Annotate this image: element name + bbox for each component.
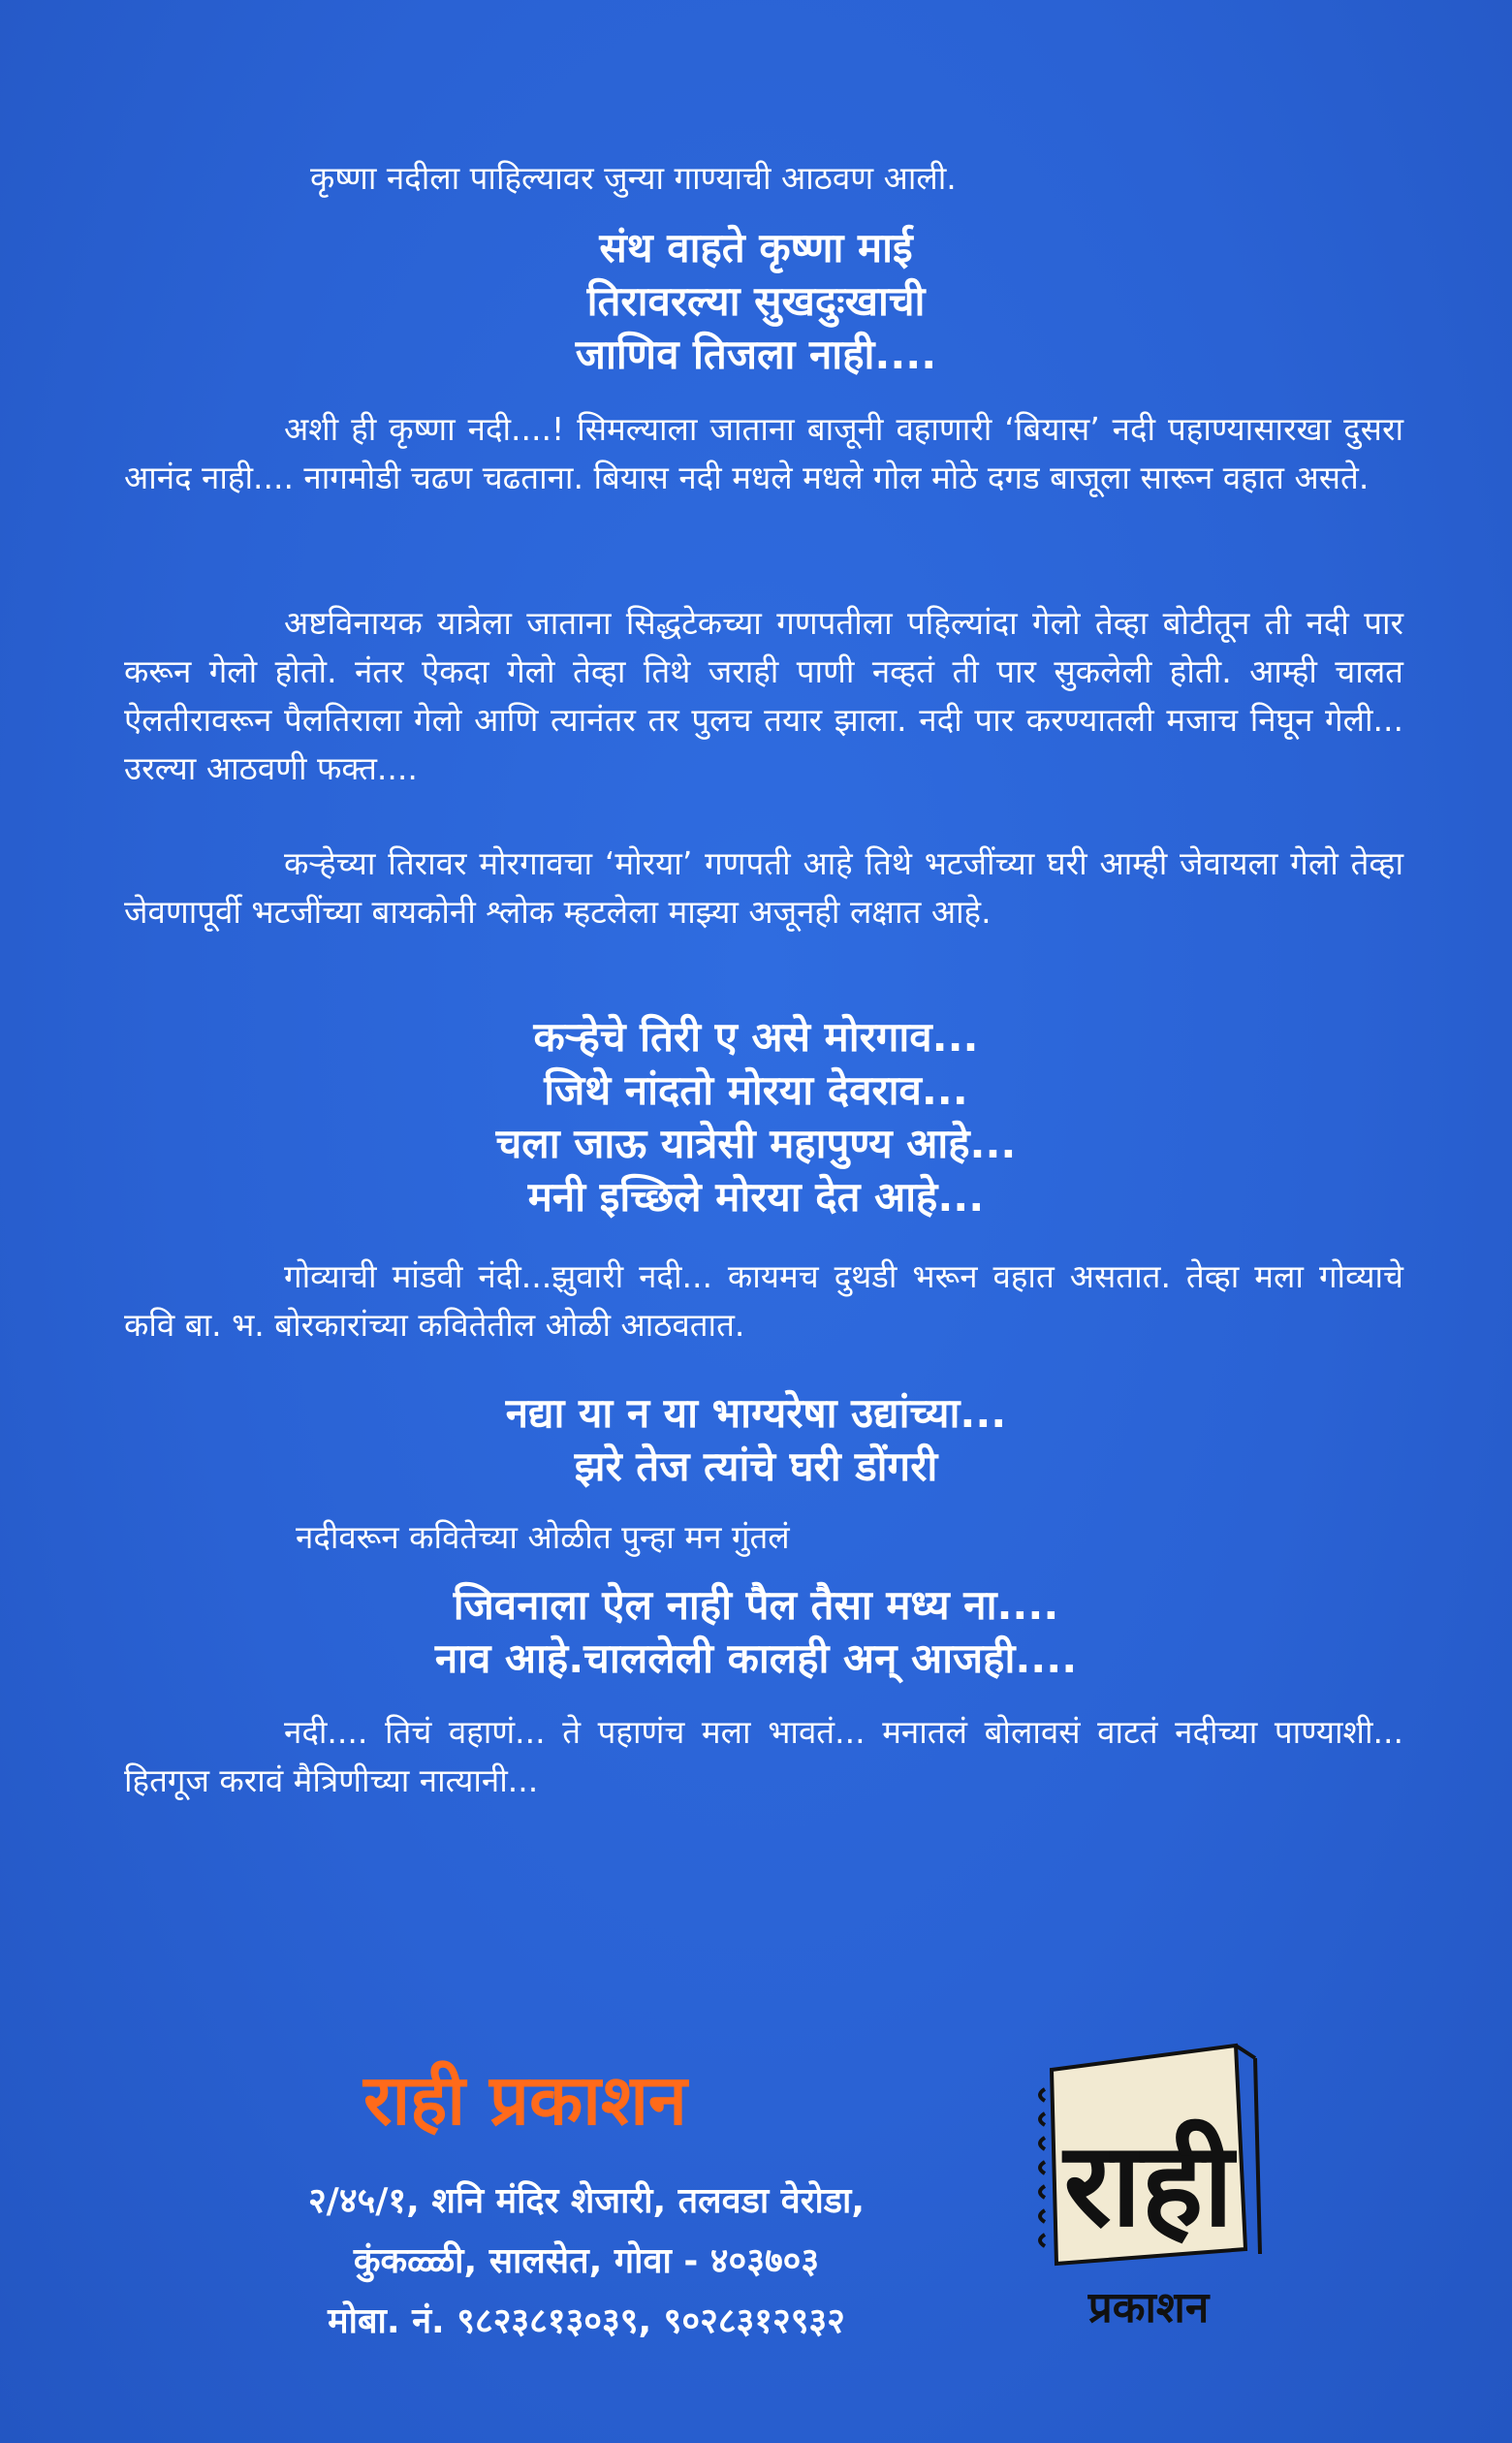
verse-line: तिरावरल्या सुखदुःखाची bbox=[586, 277, 926, 325]
logo-subtext: प्रकाशन bbox=[1087, 2283, 1210, 2332]
address-line: २/४५/१, शनि मंदिर शेजारी, तलवडा वेरोडा, bbox=[307, 2181, 866, 2221]
paragraph-ashtavinayak: अष्टविनायक यात्रेला जाताना सिद्धटेकच्या गणपतीला पहिल्यांदा गेलो तेव्हा बोटीतून ती नदी पार करून गेलो होतो. नंतर ऐकदा गेलो तेव्हा तिथे जराही पाणी नव्हतं ती पार सुकलेली होती. आम्ही चालत ऐलतीरावरून पैलतिराला गेलो आणि त्यानंतर तर पुलच तयार झाला. नदी पार करण्यातली मजाच निघून गेली... उरल्या आठवणी फक्त.... bbox=[124, 604, 1403, 787]
verse-line: जिवनाला ऐल नाही पैल तैसा मध्य ना.... bbox=[453, 1581, 1059, 1629]
verse-line: कऱ्हेचे तिरी ए असे मोरगाव... bbox=[533, 1013, 979, 1061]
logo-text: राही bbox=[1063, 2118, 1234, 2253]
verse-line: जाणिव तिजला नाही.... bbox=[575, 331, 937, 378]
verse-line: चला जाऊ यात्रेसी महापुण्य आहे... bbox=[495, 1120, 1017, 1167]
publisher-name: राही प्रकाशन bbox=[363, 2059, 687, 2141]
verse-line: झरे तेज त्यांचे घरी डोंगरी bbox=[574, 1443, 938, 1490]
verse-jivan bbox=[0, 1578, 1512, 1685]
verse-borkar bbox=[0, 1386, 1512, 1493]
verse-line: मनी इच्छिले मोरया देत आहे... bbox=[527, 1173, 985, 1221]
paragraph-goa: गोव्याची मांडवी नंदी...झुवारी नदी... कायमच दुथडी भरून वहात असतात. तेव्हा मला गोव्याचे कवि बा. भ. बोरकारांच्या कवितेतील ओळी आठवतात. bbox=[124, 1257, 1403, 1344]
publisher-logo bbox=[1027, 2031, 1279, 2351]
paragraph-moregaon: कऱ्हेच्या तिरावर मोरगावचा ‘मोरया’ गणपती आहे तिथे भटजींच्या घरी आम्ही जेवायला गेलो तेव्हा जेवणापूर्वी भटजींच्या बायकोनी श्लोक म्हटलेला माझ्या अजूनही लक्षात आहे. bbox=[124, 844, 1403, 931]
verse-line: नद्या या न या भाग्यरेषा उद्यांच्या... bbox=[505, 1389, 1007, 1437]
publisher-address bbox=[218, 2172, 955, 2352]
verse-line: संथ वाहते कृष्णा माई bbox=[599, 224, 913, 271]
note-line: नदीवरून कवितेच्या ओळीत पुन्हा मन गुंतलं bbox=[296, 1518, 790, 1556]
verse-krishna bbox=[0, 221, 1512, 381]
intro-line: कृष्णा नदीला पाहिल्यावर जुन्या गाण्याची आठवण आली. bbox=[310, 159, 957, 197]
verse-line: नाव आहे.चाललेली कालही अन् आजही.... bbox=[434, 1634, 1078, 1682]
address-line: कुंकळ्ळी, सालसेत, गोवा - ४०३७०३ bbox=[353, 2241, 820, 2281]
paragraph-nadi: नदी.... तिचं वहाणं... ते पहाणंच मला भावतं... मनातलं बोलावसं वाटतं नदीच्या पाण्याशी... हितगूज करावं मैत्रिणीच्या नात्यानी... bbox=[124, 1713, 1403, 1799]
verse-line: जिथे नांदतो मोरया देवराव... bbox=[544, 1066, 968, 1114]
paragraph-bias: अशी ही कृष्णा नदी....! सिमल्याला जाताना बाजूनी वहाणारी ‘बियास’ नदी पहाण्यासारखा दुसरा आनंद नाही.... नागमोडी चढण चढताना. बियास नदी मधले मधले गोल मोठे दगड बाजूला सारून वहात असते. bbox=[124, 410, 1403, 496]
phone-line: मोबा. नं. ९८२३८१३०३९, ९०२८३१२९३२ bbox=[328, 2301, 845, 2341]
verse-morya bbox=[0, 1010, 1512, 1223]
